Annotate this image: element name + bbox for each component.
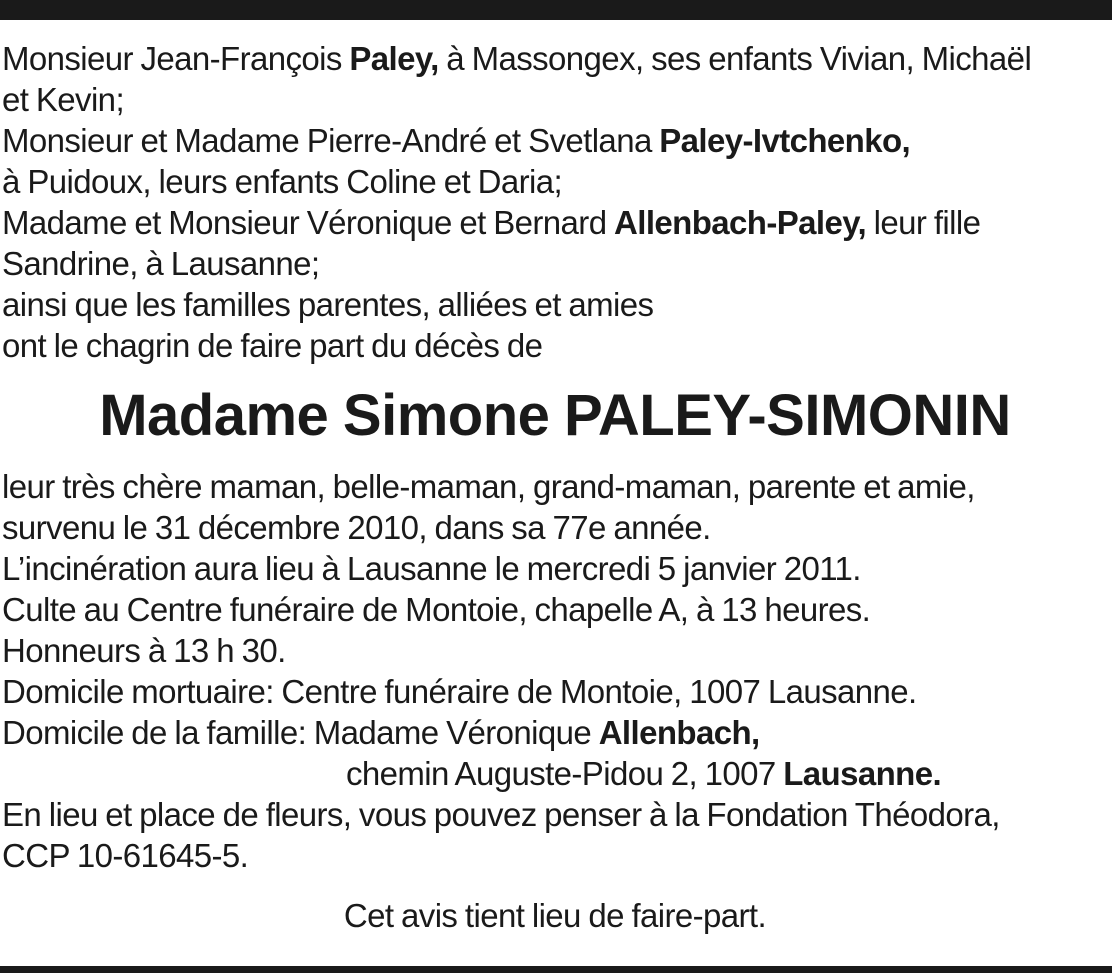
family-home-city: Lausanne. [783,755,942,792]
family-line-3 [2,202,1108,243]
family-name-jean-francois: Paley, [349,40,439,77]
family-line-3-rest: leur fille [866,204,981,241]
family-line-3-text: Madame et Monsieur Véronique et Bernard [2,204,615,241]
details-line-6: Domicile mortuaire: Centre funéraire de Montoie, 1007 Lausanne. [2,673,917,710]
family-name-allenbach-paley: Allenbach-Paley, [614,204,867,241]
family-line-1 [2,38,1108,79]
family-home-label: Domicile de la famille: Madame Véronique [2,714,599,751]
details-line-1: leur très chère maman, belle-maman, grand-maman, parente et amie, [2,468,975,505]
family-line-3-continued: Sandrine, à Lausanne; [2,245,320,282]
details-line-3: L’incinération aura lieu à Lausanne le mercredi 5 janvier 2011. [2,550,861,587]
footer-note: Cet avis tient lieu de faire-part. [343,897,767,934]
family-line-4: ainsi que les familles parentes, alliées et amies [2,286,654,323]
family-home-street: chemin Auguste-Pidou 2, 1007 [346,755,784,792]
donation-line-2: CCP 10-61645-5. [2,837,249,874]
family-line-2-continued: à Puidoux, leurs enfants Coline et Daria; [2,163,563,200]
deceased-name: Madame Simone PALEY-SIMONIN [99,383,1011,448]
family-home-line [2,712,1108,753]
details-line-2: survenu le 31 décembre 2010, dans sa 77e année. [2,509,711,546]
family-line-2-text: Monsieur et Madame Pierre-André et Svetlana [2,122,660,159]
family-line-1-text: Monsieur Jean-François [2,40,350,77]
family-line-2 [2,120,1108,161]
family-home-name: Allenbach, [598,714,760,751]
obituary-notice [2,38,1108,936]
family-line-1-rest: à Massongex, ses enfants Vivian, Michaël [438,40,1032,77]
donation-line-1: En lieu et place de fleurs, vous pouvez penser à la Fondation Théodora, [2,796,1000,833]
details-line-4: Culte au Centre funéraire de Montoie, chapelle A, à 13 heures. [2,591,871,628]
family-line-5: ont le chagrin de faire part du décès de [2,327,543,364]
bottom-rule [0,966,1112,973]
family-home-address [2,753,1108,794]
family-name-paley-ivtchenko: Paley-Ivtchenko, [659,122,911,159]
details-line-5: Honneurs à 13 h 30. [2,632,286,669]
family-line-1-continued: et Kevin; [2,81,125,118]
top-rule [0,0,1112,20]
